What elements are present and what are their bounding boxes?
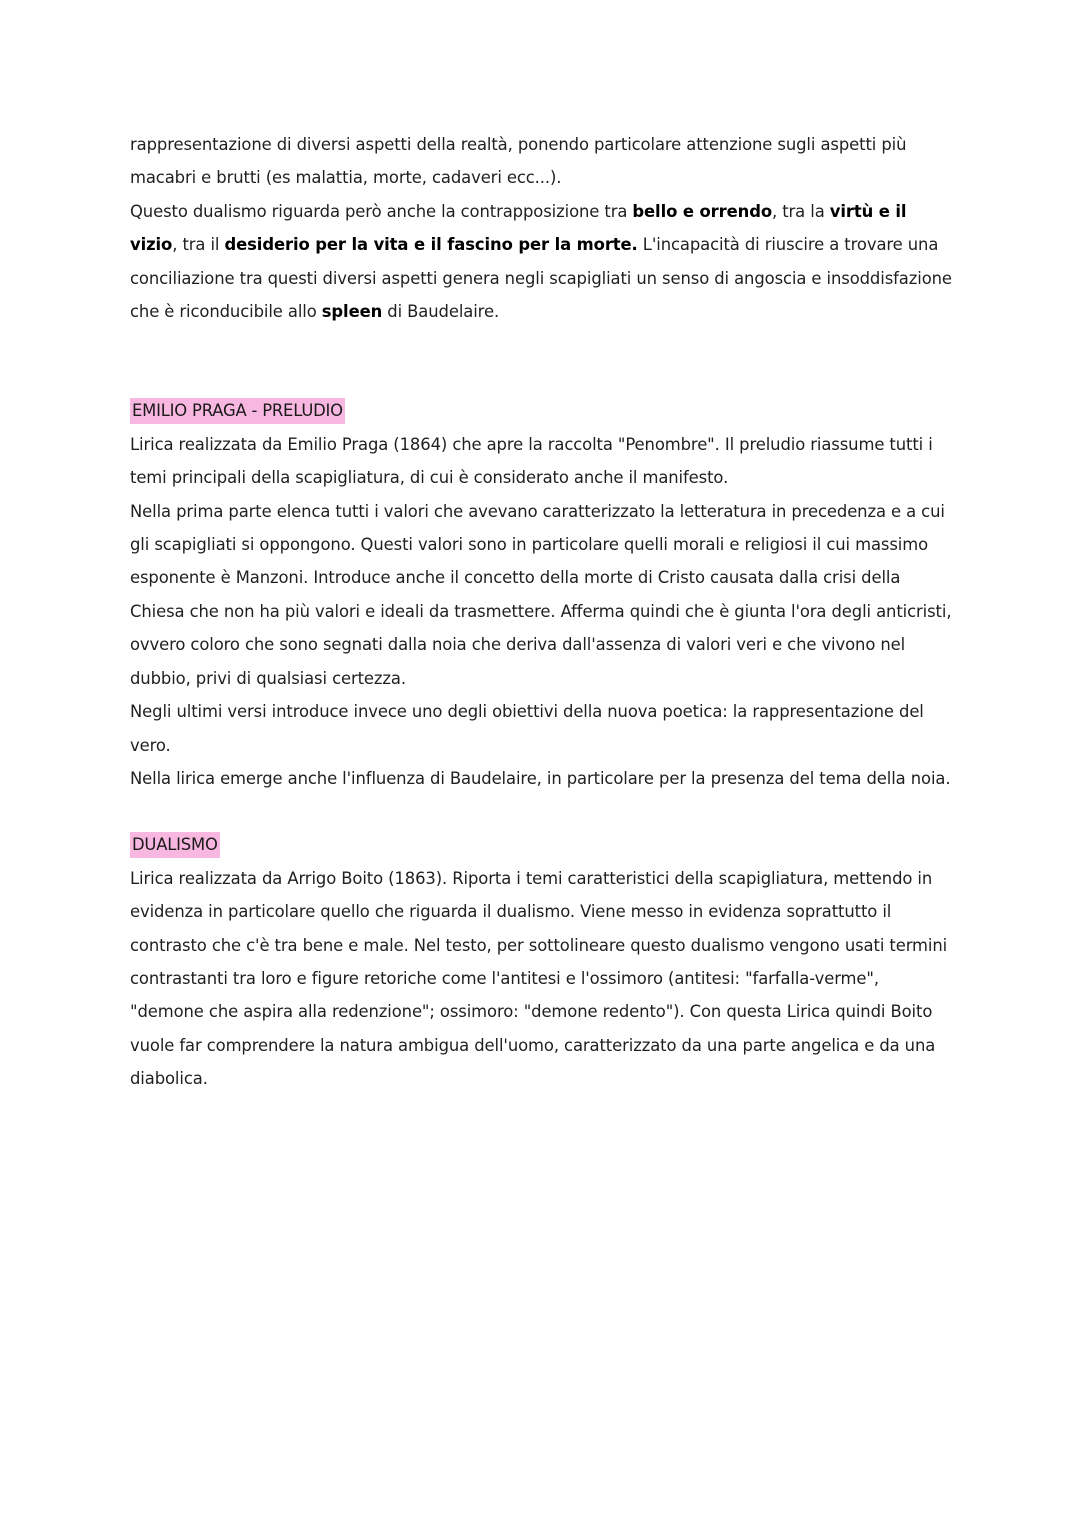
intro-text: , tra la bbox=[772, 201, 830, 221]
spacer bbox=[130, 328, 955, 394]
praga-paragraph-2: Nella prima parte elenca tutti i valori che avevano caratterizzato la letteratura in precedenza e a cui gli scapigliati si oppongono. Questi valori sono in particolare quelli morali e religiosi il cui massimo esponente è Manzoni. Introduce anche il concetto della morte di Cristo causata dalla crisi della Chiesa che non ha più valori e ideali da trasmettere. Afferma quindi che è giunta l'ora degli anticristi, ovvero coloro che sono segnati dalla noia che deriva dall'assenza di valori veri e che vivono nel dubbio, privi di qualsiasi certezza. bbox=[130, 501, 952, 688]
section-heading-praga-wrap bbox=[130, 394, 955, 427]
intro-text: L'incapacità di riuscire a trovare una conciliazione tra questi diversi aspetti genera negli scapigliati un senso di angoscia e insoddisfazione che è riconducibile allo bbox=[130, 235, 952, 322]
intro-text: rappresentazione di diversi aspetti della realtà, ponendo particolare attenzione sugli aspetti più macabri e brutti (es malattia, morte, cadaveri ecc...). bbox=[130, 135, 907, 188]
intro-paragraph-2 bbox=[130, 195, 955, 329]
intro-text: di Baudelaire. bbox=[382, 302, 500, 322]
praga-paragraph-4: Nella lirica emerge anche l'influenza di Baudelaire, in particolare per la presenza del tema della noia. bbox=[130, 768, 951, 788]
dualismo-paragraph-1: Lirica realizzata da Arrigo Boito (1863). Riporta i temi caratteristici della scapigliatura, mettendo in evidenza in particolare quello che riguarda il dualismo. Viene messo in evidenza soprattutto il contrasto che c'è tra bene e male. Nel testo, per sottolineare questo dualismo vengono usati termini contrastanti tra loro e figure retoriche come l'antitesi e l'ossimoro (antitesi: "farfalla-verme", "demone che aspira alla redenzione"; ossimoro: "demone redento"). Con questa Lirica quindi Boito vuole far comprendere la natura ambigua dell'uomo, caratterizzato da una parte angelica e da una diabolica. bbox=[130, 868, 948, 1089]
spacer bbox=[130, 795, 955, 828]
intro-text: , tra il bbox=[172, 235, 225, 255]
section-heading-praga: EMILIO PRAGA - PRELUDIO bbox=[130, 398, 345, 424]
section-heading-dualismo-wrap bbox=[130, 828, 955, 861]
praga-paragraph-3: Negli ultimi versi introduce invece uno degli obiettivi della nuova poetica: la rappresentazione del vero. bbox=[130, 702, 924, 755]
praga-paragraph-1: Lirica realizzata da Emilio Praga (1864) che apre la raccolta "Penombre". Il preludio riassume tutti i temi principali della scapigliatura, di cui è considerato anche il manifesto. bbox=[130, 434, 933, 488]
section-heading-dualismo: DUALISMO bbox=[130, 832, 220, 858]
document-page bbox=[130, 128, 955, 1096]
bold-term: bello e orrendo bbox=[632, 201, 772, 221]
bold-term: spleen bbox=[321, 302, 383, 322]
bold-term: virtù e il vizio bbox=[130, 201, 907, 255]
intro-text: Questo dualismo riguarda però anche la contrapposizione tra bbox=[130, 201, 633, 221]
bold-term: desiderio per la vita e il fascino per la morte. bbox=[224, 235, 638, 255]
intro-paragraph-1 bbox=[130, 128, 955, 195]
